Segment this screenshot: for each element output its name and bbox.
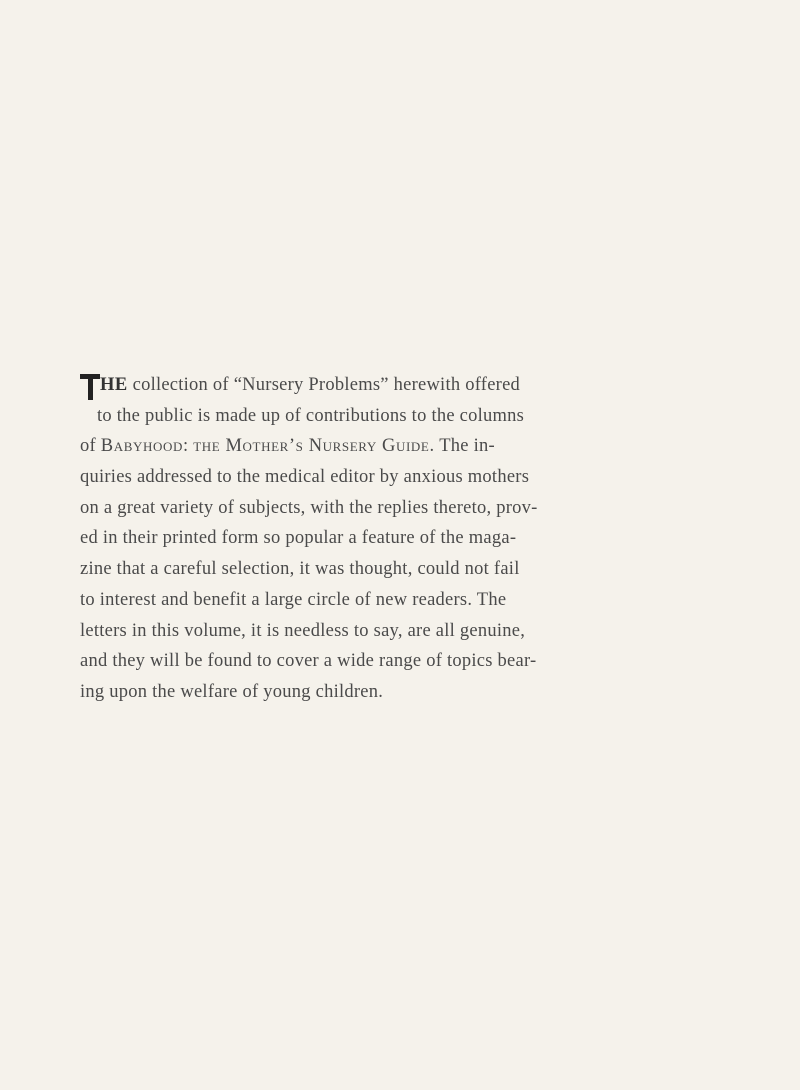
paragraph-line-7: zine that a careful selection, it was thought, could not fail [80, 559, 520, 580]
paragraph-line-5: on a great variety of subjects, with the replies thereto, prov- [80, 497, 538, 518]
paragraph-line-4: quiries addressed to the medical editor by anxious mothers [80, 467, 530, 488]
preface-paragraph [80, 370, 710, 708]
first-word-rest: HE [100, 375, 128, 395]
line-1-text: collection of “Nursery Problems” herewith offered [132, 375, 521, 395]
drop-cap-letter [80, 370, 100, 398]
magazine-title: Babyhood [100, 436, 183, 457]
paragraph-line-3: of Babyhood: the Mother’s Nursery Guide. The in- [80, 436, 495, 457]
paragraph-line-9: letters in this volume, it is needless to say, are all genuine, [80, 620, 526, 641]
magazine-subtitle: the Mother’s Nursery Guide. [193, 436, 435, 457]
paragraph-line-8: to interest and benefit a large circle of new readers. The [80, 589, 507, 610]
paragraph-line-6: ed in their printed form so popular a feature of the maga- [80, 528, 517, 549]
paragraph-line-1 [80, 370, 710, 401]
paragraph-line-10: and they will be found to cover a wide range of topics bear- [80, 651, 537, 672]
paragraph-line-2: to the public is made up of contributions to the columns [97, 405, 525, 426]
paragraph-line-11: ing upon the welfare of young children. [80, 681, 384, 702]
